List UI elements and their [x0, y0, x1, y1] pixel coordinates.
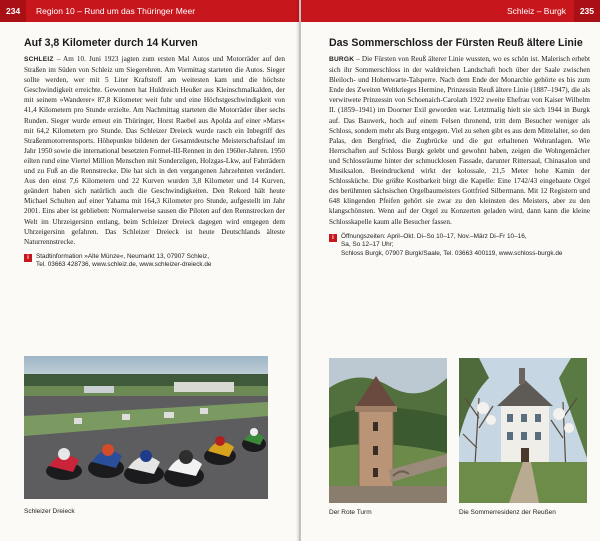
- right-info-line-2: Sa, So 12–17 Uhr;: [341, 241, 394, 249]
- photo-caption-summer-residence: Die Sommerresidenz der Reußen: [459, 509, 556, 516]
- right-body: [329, 54, 590, 227]
- info-icon: i: [329, 234, 337, 242]
- left-body: [24, 54, 285, 247]
- left-article: [24, 36, 285, 270]
- right-page-number: 235: [574, 0, 600, 22]
- left-info-line-1: Stadtinformation »Alte Münze«, Neumarkt 13, 07907 Schleiz,: [36, 252, 209, 260]
- right-lead: BURGK: [329, 56, 355, 63]
- right-page: [301, 0, 600, 541]
- photo-red-tower: [329, 358, 447, 503]
- right-body-text: – Die Fürsten von Reuß älterer Linie wussten, wo es schön ist. Malerisch erhebt sich ihr Sommerschloss in der waldreichen Landschaft hoch über der Saale zwischen Bleiloch- und Hohenwarte-Talsperre. Nach dem Ende der Monarchie gehörte es bis zum Ende des Zweiten Weltkrieges Hermine, Prinzessin Reuß ältere Linie (1887–1947), die als verwitwete Prinzessin von Schoenaich-Carolath 1922 zweite Ehefrau von Kaiser Wilhelm II. (1859–1941) im Doorner Exil geworden war. Letztmalig hielt sie sich 1944 in Burgk auf. Das Bauwerk, hoch auf einem Felsen thronend, tritt dem Besucher weniger als Schloss, sondern mehr als Burg entgegen. Viel zu sehen gibt es aus dem Mittelalter, so den Palas, den Bergfried, die Zugbrücke und die gut erhaltenen Wehranlagen. Wie Herrschaften auf Schloss Burgk gelebt und gewohnt haben, zeigen die Wohngemächer und Schlossräume hinter der schmucklosen Fassade, darunter Rittersaal, Chinasalon und Musiksalon. Beeindruckend wirkt der kolossale, 21,5 Meter hohe Kamin der Schlossküche. Die größte Kostbarkeit birgt die Kapelle: Eine 1742/43 eingebaute Orgel des berühmten sächsischen Orgelbaumeisters Gottfried Silbermann. Mit 12 Registern und 648 klingenden Pfeifen gehört sie zwar zu den kleinsten des Meisters, aber zu den klangschönsten. Wenn auf der Orgel zu Konzerten geladen wird, dann kann die kleine Schlosskapelle kaum alle Besucher fassen.: [329, 55, 590, 226]
- right-info-block: [329, 233, 590, 259]
- info-icon: i: [24, 254, 32, 262]
- right-info-line-1: Öffnungszeiten: April–Okt. Di–So 10–17, Nov.–März Di–Fr 10–16,: [341, 232, 527, 240]
- left-info-block: [24, 253, 285, 270]
- summer-residence-illustration: [459, 358, 587, 503]
- left-info-line-2: Tel. 03663 428736, www.schleiz.de, www.schleizer-dreieck.de: [36, 261, 212, 269]
- right-heading: Das Sommerschloss der Fürsten Reuß ältere Linie: [329, 37, 583, 49]
- left-running-header: [0, 0, 299, 22]
- photo-motorcycle-race: [24, 356, 268, 499]
- left-heading: Auf 3,8 Kilometer durch 14 Kurven: [24, 37, 198, 49]
- right-running-header: [301, 0, 600, 22]
- red-tower-illustration: [329, 358, 447, 503]
- left-lead: SCHLEIZ: [24, 56, 54, 63]
- photo-summer-residence: [459, 358, 587, 503]
- left-header-title: Region 10 – Rund um das Thüringer Meer: [36, 6, 196, 16]
- left-page-number: 234: [0, 0, 26, 22]
- left-body-text: – Am 10. Juni 1923 jagten zum ersten Mal Autos und Motorräder auf den Straßen im Süden von Schleiz um Siegerehren. Am Vormittag starteten die Autos. Sieger sollte werden, wer mit 5 Liter Kraftstoff am weitesten kam und die höchste Geschwindigkeit erreichte. Gewonnen hat Huldreich Heußer aus Kleinschmalkalden, der mit seinem »Wanderer« 87,8 Kilometer weit fuhr und eine Höchstgeschwindigkeit von 41,4 Kilometern pro Stunde erzielte. Am Nachmittag starteten die Motorräder über sechs Runden. Sieger wurde erneut ein Thüringer, Horst Raebel aus Apolda auf einer »Mars« mit 64,2 Kilometern pro Stunde. Das Schleizer Dreieck wurde rasch ein Inbegriff des Straßenmotorrennsports. Höhepunkte bildeten der Gesamtdeutsche Meisterschaftslauf im Jahr 1950 sowie die international besetzten Formel-III-Rennen in den 1960er-Jahren. 1950 eilten rund eine Viertel Million Menschen mit Sonderzügen, Holzgas-Lkw, auf Fahrrädern und zu Fuß an die Rennstrecke. Die hat sich in den vergangenen Jahrzehnten verändert. Aus den einst 7,6 Kilometern und 22 Kurven wurden 3,8 Kilometer und 14 Kurven, geändert haben sich natürlich auch die Geschwindigkeiten. Den Rekord hält heute Michael Schulten auf einer Yahama mit 164,3 Kilometer pro Stunde, aufgestellt im Jahr 2001. Eins aber ist geblieben: Normalerweise sausen die Piloten auf den Rennstrecken der Welt im Uhrzeigersinn entlang, beim Schleizer Dreieck dagegen wird entgegen dem Uhrzeigersinn gefahren. Das Schleizer Dreieck ist heute Deutschlands älteste Naturrennstrecke.: [24, 55, 285, 246]
- right-article: [329, 36, 590, 258]
- right-header-title: Schleiz – Burgk: [506, 6, 566, 16]
- left-page: [0, 0, 299, 541]
- motorcycle-race-illustration: [24, 356, 268, 499]
- photo-caption-race: Schleizer Dreieck: [24, 508, 75, 515]
- photo-caption-red-tower: Der Rote Turm: [329, 509, 372, 516]
- right-info-line-3: Schloss Burgk, 07907 Burgk/Saale, Tel. 03663 400119, www.schloss-burgk.de: [341, 249, 563, 257]
